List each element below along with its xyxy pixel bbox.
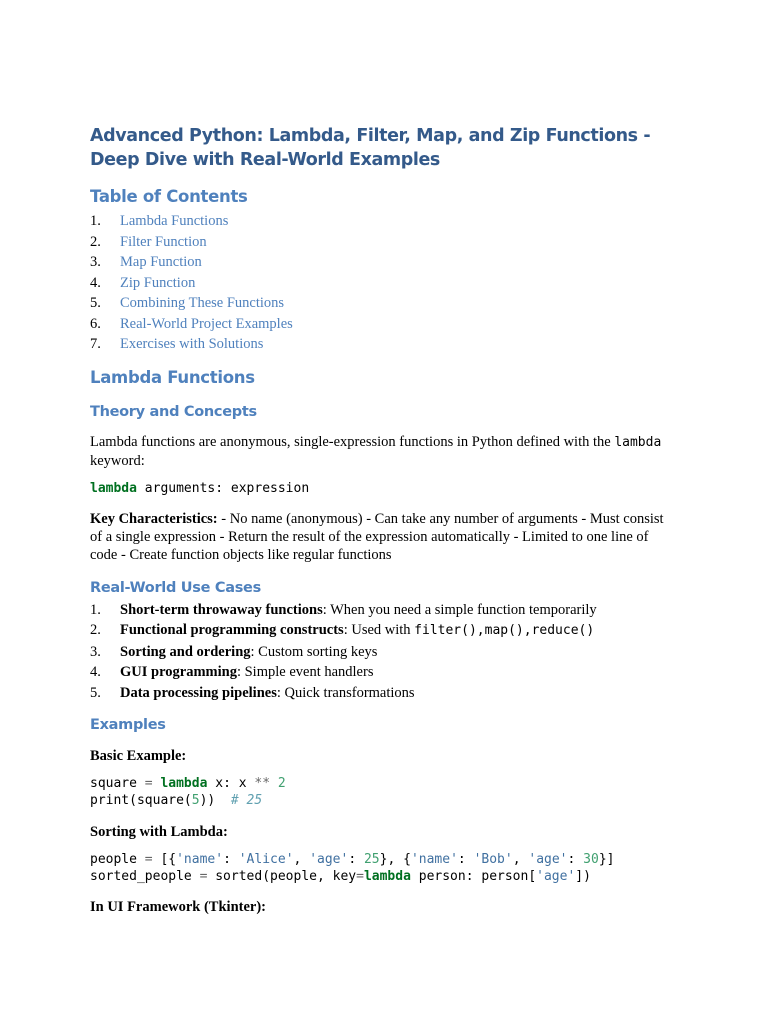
sorting-example-label: Sorting with Lambda: <box>90 824 228 840</box>
use-cases-list <box>90 600 678 704</box>
list-item <box>90 620 678 642</box>
toc-link-zip[interactable]: Zip Function <box>120 274 196 291</box>
code-number: 30 <box>583 852 599 867</box>
code-text: square <box>90 776 145 791</box>
list-item-number: 1. <box>90 601 101 618</box>
section-heading-lambda: Lambda Functions <box>90 367 255 387</box>
key-characteristics-label: Key Characteristics: <box>90 510 218 527</box>
toc-heading: Table of Contents <box>90 187 248 206</box>
toc-list <box>90 211 678 355</box>
toc-item <box>90 314 678 335</box>
code-text: , <box>293 852 310 867</box>
code-text: : <box>567 852 584 867</box>
toc-link-filter[interactable]: Filter Function <box>120 233 207 250</box>
toc-item <box>90 211 678 232</box>
list-item-bold: Data processing pipelines <box>120 684 277 701</box>
code-text: : <box>457 852 474 867</box>
code-string: 'name' <box>410 852 458 867</box>
list-item <box>90 600 678 621</box>
code-text: people <box>90 852 145 867</box>
code-text: }] <box>598 852 615 867</box>
subheading-examples: Examples <box>90 717 166 733</box>
code-keyword: lambda <box>363 869 411 884</box>
subheading-use-cases: Real-World Use Cases <box>90 579 261 596</box>
toc-item <box>90 252 678 273</box>
code-text: , <box>512 852 529 867</box>
code-text: person: person[ <box>410 869 537 884</box>
list-item <box>90 683 678 704</box>
intro-text-end: keyword: <box>90 452 145 469</box>
code-operator: = <box>356 869 364 884</box>
example-label <box>90 823 678 841</box>
code-keyword: lambda <box>90 480 137 496</box>
list-item-number: 5. <box>90 684 101 701</box>
code-text: )) <box>199 793 231 808</box>
subheading-theory: Theory and Concepts <box>90 403 257 420</box>
code-operator: = <box>144 776 153 791</box>
code-number: 25 <box>363 852 380 867</box>
list-item-bold: Short-term throwaway functions <box>120 601 323 618</box>
code-text: ]) <box>575 869 591 884</box>
toc-item <box>90 273 678 294</box>
list-item-text: : When you need a simple function temporarily <box>322 601 597 618</box>
toc-item-number: 6. <box>90 315 101 332</box>
code-text: : <box>348 852 364 867</box>
toc-item-number: 5. <box>90 295 101 311</box>
code-keyword: lambda <box>152 776 208 791</box>
list-item-number: 2. <box>90 622 101 638</box>
code-number: 2 <box>270 776 286 791</box>
toc-item-number: 4. <box>90 274 101 291</box>
code-string: 'age' <box>309 852 349 867</box>
list-item-bold: GUI programming <box>120 664 237 680</box>
code-text: sorted(people, key <box>207 869 357 884</box>
inline-code: filter(),map(),reduce() <box>414 623 595 638</box>
toc-link-map[interactable]: Map Function <box>120 254 202 270</box>
intro-paragraph <box>90 433 678 470</box>
code-text: }, { <box>379 852 411 867</box>
key-characteristics-text: - No name (anonymous) - Can take any number of arguments - Must consist of a single expression - Return the result of the expression automatically - Limited to one line of code - Create function objects like regular functions <box>90 510 664 563</box>
code-string: 'Bob' <box>473 852 513 867</box>
toc-item <box>90 232 678 253</box>
list-item-bold: Functional programming constructs <box>120 622 344 638</box>
list-item-text: : Quick transformations <box>276 684 415 701</box>
code-text: sorted_people <box>90 869 200 884</box>
document-title: Advanced Python: Lambda, Filter, Map, and Zip Functions - Deep Dive with Real-World Examples <box>90 126 651 170</box>
basic-example-label: Basic Example: <box>90 748 187 764</box>
toc-link-exercises[interactable]: Exercises with Solutions <box>120 336 264 352</box>
intro-text: Lambda functions are anonymous, single-expression functions in Python defined with the <box>90 433 611 450</box>
sorting-example-code-block <box>90 851 678 885</box>
code-string: 'age' <box>528 852 568 867</box>
inline-code: lambda <box>614 434 662 450</box>
code-string: 'age' <box>536 869 576 884</box>
code-text: arguments: expression <box>136 480 310 496</box>
code-operator: ** <box>254 776 271 791</box>
code-text: x: x <box>207 776 255 791</box>
list-item <box>90 662 678 683</box>
toc-item-number: 3. <box>90 254 101 270</box>
toc-item <box>90 293 678 314</box>
basic-example-code-block <box>90 775 678 809</box>
code-string: 'Alice' <box>238 852 294 867</box>
toc-item-number: 1. <box>90 213 101 229</box>
list-item-text: : Simple event handlers <box>236 664 374 680</box>
toc-item <box>90 334 678 355</box>
example-label <box>90 747 678 765</box>
list-item-number: 4. <box>90 664 101 680</box>
syntax-code-block <box>90 480 678 497</box>
toc-item-number: 2. <box>90 233 101 250</box>
toc-link-combining[interactable]: Combining These Functions <box>120 295 285 311</box>
example-label <box>90 898 678 916</box>
code-operator: = <box>199 869 208 884</box>
code-string: 'name' <box>176 852 224 867</box>
code-comment: # 25 <box>230 793 263 808</box>
toc-link-lambda[interactable]: Lambda Functions <box>120 213 229 229</box>
list-item <box>90 642 678 663</box>
code-operator: = <box>144 852 153 867</box>
key-characteristics-paragraph <box>90 510 678 564</box>
list-item-number: 3. <box>90 643 101 660</box>
toc-item-number: 7. <box>90 336 101 352</box>
tkinter-example-label: In UI Framework (Tkinter): <box>90 899 266 915</box>
code-text: [{ <box>152 852 177 867</box>
code-number: 5 <box>191 793 200 808</box>
code-text: print(square( <box>90 793 192 808</box>
code-text: : <box>223 852 239 867</box>
toc-link-real-world[interactable]: Real-World Project Examples <box>120 315 293 332</box>
list-item-bold: Sorting and ordering <box>120 643 251 660</box>
list-item-text: : Custom sorting keys <box>250 643 378 660</box>
list-item-text: : Used with <box>343 622 415 638</box>
